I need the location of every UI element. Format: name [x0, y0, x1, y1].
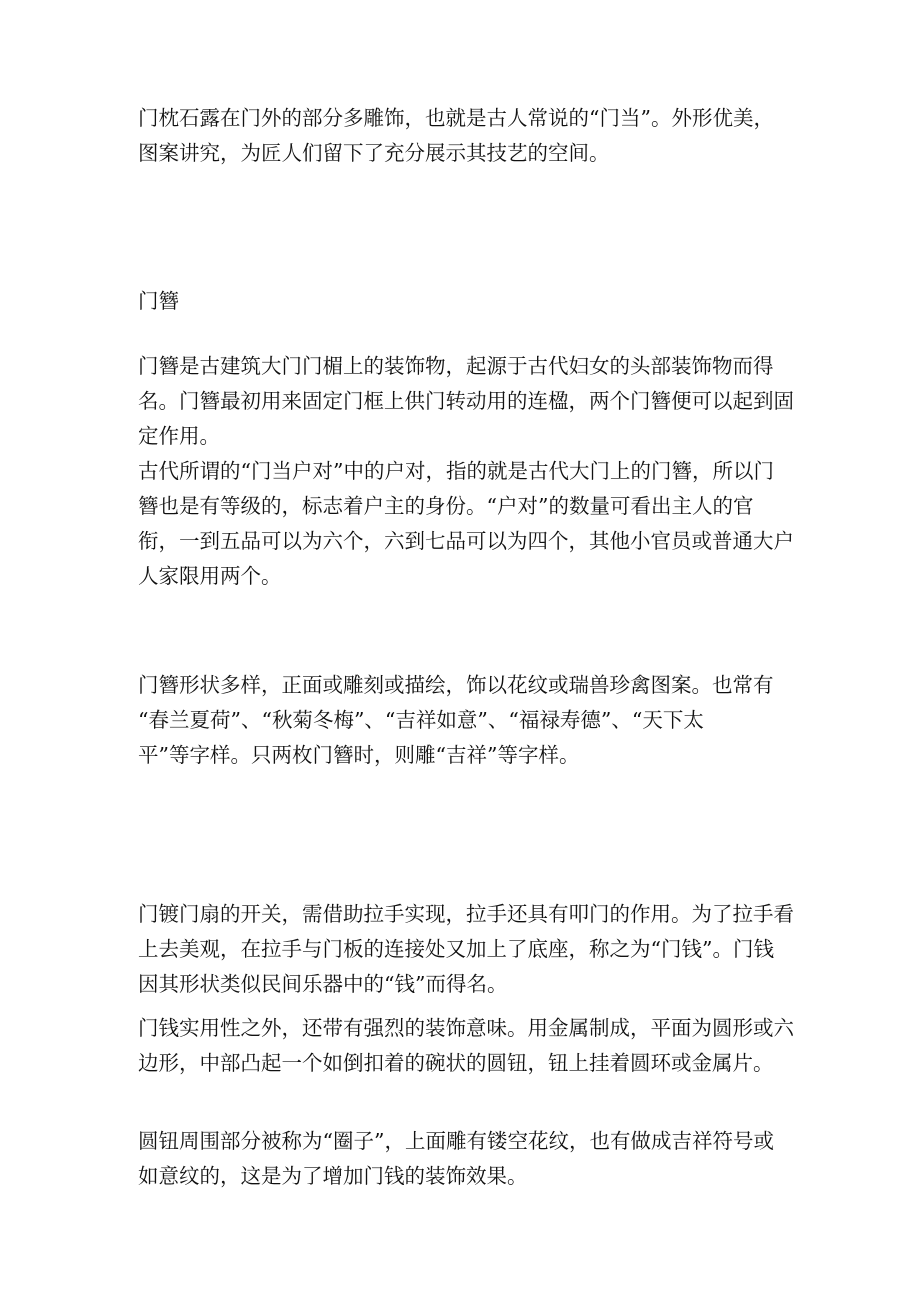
text-line: 门钱实用性之外，还带有强烈的装饰意味。用金属制成，平面为圆形或六	[138, 1016, 794, 1040]
text-line: 图案讲究，为匠人们留下了充分展示其技艺的空间。	[138, 141, 610, 165]
text-line: 门枕石露在门外的部分多雕饰，也就是古人常说的“门当”。外形优美，	[138, 106, 774, 130]
text-line: 因其形状类似民间乐器中的“钱”而得名。	[138, 972, 508, 996]
intro-paragraph	[138, 101, 788, 171]
text-line: 圆钮周围部分被称为“圈子”，上面雕有镂空花纹，也有做成吉祥符号或	[138, 1129, 774, 1153]
section-heading-mendang: 门簪	[138, 289, 179, 313]
mendang-paragraph-1	[138, 349, 794, 594]
text-line: 人家限用两个。	[138, 564, 282, 588]
text-line: 边形，中部凸起一个如倒扣着的碗状的圆钮，钮上挂着圆环或金属片。	[138, 1051, 774, 1075]
text-line: 门簪形状多样，正面或雕刻或描绘，饰以花纹或瑞兽珍禽图案。也常有	[138, 673, 774, 697]
text-line: 平”等字样。只两枚门簪时，则雕“吉祥”等字样。	[138, 743, 580, 767]
text-line: 如意纹的，这是为了增加门钱的装饰效果。	[138, 1164, 528, 1188]
menqian-paragraph-1	[138, 897, 794, 1002]
text-line: 定作用。	[138, 424, 220, 448]
menqian-paragraph-2	[138, 1011, 794, 1081]
text-line: 门镀门扇的开关，需借助拉手实现，拉手还具有叩门的作用。为了拉手看	[138, 902, 794, 926]
text-line: 门簪是古建筑大门门楣上的装饰物，起源于古代妇女的头部装饰物而得	[138, 354, 774, 378]
text-line: 名。门簪最初用来固定门框上供门转动用的连楹，两个门簪便可以起到固	[138, 389, 794, 413]
text-line: 上去美观，在拉手与门板的连接处又加上了底座，称之为“门钱”。门钱	[138, 937, 774, 961]
text-line: “春兰夏荷”、“秋菊冬梅”、“吉祥如意”、“福禄寿德”、“天下太	[138, 708, 704, 732]
text-line: 簪也是有等级的，标志着户主的身份。“户对”的数量可看出主人的官	[138, 494, 754, 518]
text-line: 衔，一到五品可以为六个，六到七品可以为四个，其他小官员或普通大户	[138, 529, 794, 553]
mendang-paragraph-2	[138, 668, 788, 773]
text-line: 古代所谓的“门当户对”中的户对，指的就是古代大门上的门簪，所以门	[138, 459, 774, 483]
menqian-paragraph-3	[138, 1124, 788, 1194]
